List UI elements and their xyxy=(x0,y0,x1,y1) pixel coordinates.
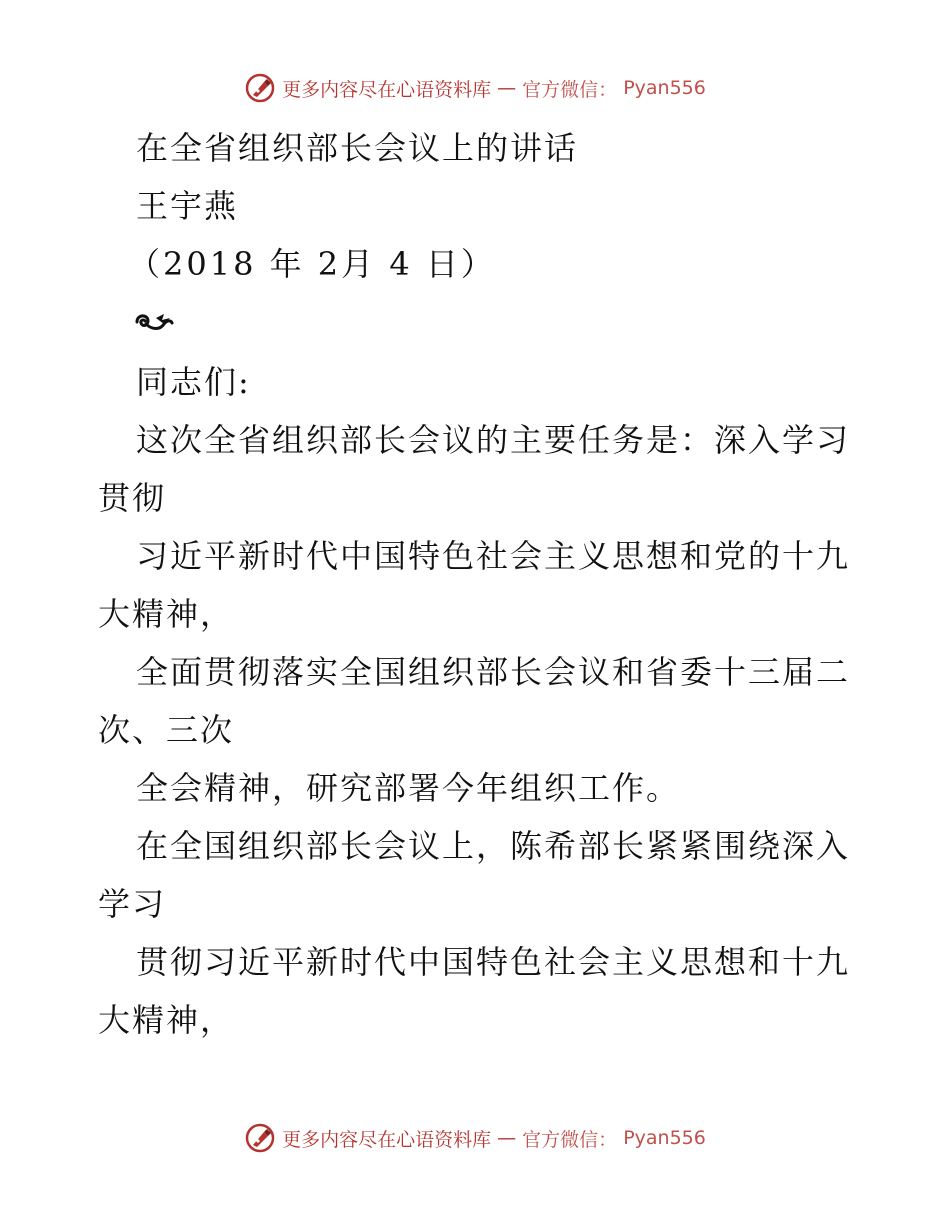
pen-nib-logo-icon xyxy=(244,72,276,104)
watermark-sub-text: 官方微信： xyxy=(522,1128,618,1151)
fleuron-ornament-icon xyxy=(134,308,174,336)
pen-nib-logo-icon xyxy=(244,1122,276,1154)
footer-watermark xyxy=(0,1122,950,1154)
document-date: （2018 年 2月 4 日） xyxy=(128,245,496,283)
watermark-account: Pyan556 xyxy=(623,1127,706,1149)
document-title: 在全省组织部长会议上的讲话 xyxy=(136,129,579,167)
paragraph-line: 在全国组织部长会议上，陈希部长紧紧围绕深入 xyxy=(136,827,851,865)
paragraph-line: 贯彻习近平新时代中国特色社会主义思想和十九 xyxy=(136,943,851,981)
header-watermark xyxy=(0,72,950,104)
paragraph-line: 全面贯彻落实全国组织部长会议和省委十三届二 xyxy=(136,653,851,691)
paragraph-line: 学习 xyxy=(98,885,167,923)
watermark-separator: — xyxy=(497,1127,517,1149)
paragraph-line: 这次全省组织部长会议的主要任务是：深入学习 xyxy=(136,421,851,459)
paragraph-line: 全会精神，研究部署今年组织工作。 xyxy=(136,769,681,807)
document-author: 王宇燕 xyxy=(136,187,239,225)
paragraph-line: 大精神， xyxy=(98,1001,235,1039)
watermark-sub-text: 官方微信： xyxy=(522,78,618,101)
paragraph-line: 大精神， xyxy=(98,595,235,633)
paragraph-line: 习近平新时代中国特色社会主义思想和党的十九 xyxy=(136,537,851,575)
paragraph-line: 次、三次 xyxy=(98,711,235,749)
watermark-separator: — xyxy=(497,77,517,99)
watermark-main-text: 更多内容尽在心语资料库 xyxy=(282,78,492,101)
watermark-account: Pyan556 xyxy=(623,77,706,99)
document-salutation: 同志们: xyxy=(136,363,251,401)
watermark-main-text: 更多内容尽在心语资料库 xyxy=(282,1128,492,1151)
paragraph-line: 贯彻 xyxy=(98,479,167,517)
